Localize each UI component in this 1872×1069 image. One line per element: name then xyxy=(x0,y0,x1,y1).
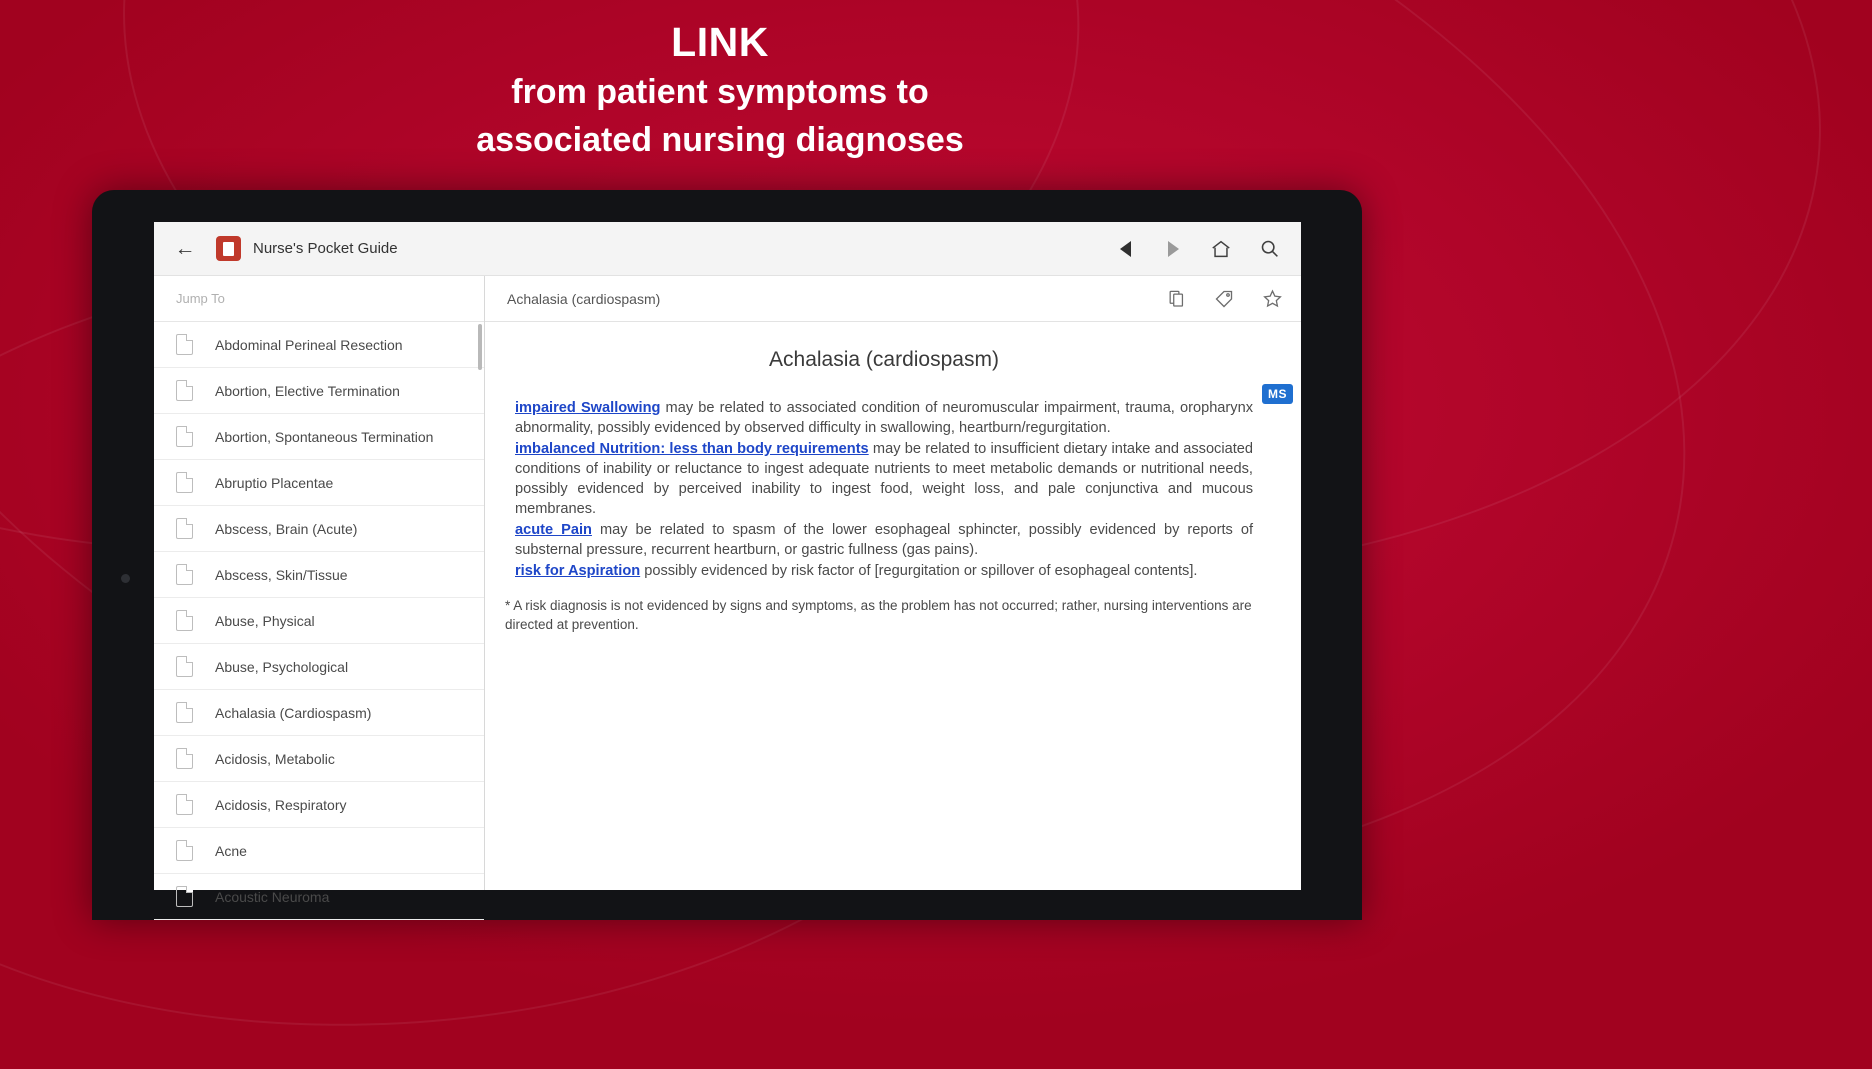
article xyxy=(485,322,1301,634)
content-header xyxy=(485,276,1301,322)
list-item-label: Acidosis, Metabolic xyxy=(215,750,335,767)
document-icon xyxy=(176,426,193,447)
diagnosis-text: may be related to insufficient dietary intake and associated conditions of inability or reluctance to ingest adequate nutrients to meet metabolic demands or nutritional needs, possibly evidenced by perceived inability to ingest food, weight loss, and pale conjunctiva and mucous membranes. xyxy=(515,441,1254,517)
list-item[interactable] xyxy=(154,368,484,414)
footnote: * A risk diagnosis is not evidenced by signs and symptoms, as the problem has not occurred; rather, nursing interventions are directed at prevention. xyxy=(505,598,1252,632)
list-item-achalasia[interactable] xyxy=(154,690,484,736)
promo-headline-line2: from patient symptoms to xyxy=(511,73,929,111)
promo-headline-line1: LINK xyxy=(671,19,769,65)
sidebar-scrollbar-thumb[interactable] xyxy=(478,324,482,370)
tag-icon[interactable] xyxy=(1213,288,1235,310)
document-icon xyxy=(176,610,193,631)
document-icon xyxy=(176,564,193,585)
document-icon xyxy=(176,840,193,861)
list-item-label: Abscess, Skin/Tissue xyxy=(215,566,348,583)
page-title: Achalasia (cardiospasm) xyxy=(769,348,999,371)
jump-to-input[interactable]: Jump To xyxy=(154,276,484,322)
list-item[interactable] xyxy=(154,414,484,460)
diagnosis-text: may be related to associated condition of neuromuscular impairment, trauma, oropharynx abnormality, possibly evidenced by observed difficulty in swallowing, heartburn/regurgitation. xyxy=(515,400,1253,436)
star-icon[interactable] xyxy=(1261,288,1283,310)
document-icon xyxy=(176,380,193,401)
list-item[interactable] xyxy=(154,828,484,874)
diagnosis-entry xyxy=(501,520,1267,560)
tablet-screen xyxy=(154,222,1301,905)
list-item[interactable] xyxy=(154,506,484,552)
status-badge[interactable]: MS xyxy=(1262,384,1293,404)
app-logo-icon xyxy=(216,236,241,261)
document-icon xyxy=(176,748,193,769)
list-item[interactable] xyxy=(154,598,484,644)
list-item[interactable] xyxy=(154,460,484,506)
diagnosis-text: possibly evidenced by risk factor of [regurgitation or spillover of esophageal contents]. xyxy=(640,563,1198,579)
list-item-label: Abortion, Elective Termination xyxy=(215,382,400,399)
diagnosis-link[interactable]: impaired Swallowing xyxy=(515,400,661,416)
list-item-label: Acne xyxy=(215,842,247,859)
list-item-label: Abscess, Brain (Acute) xyxy=(215,520,358,537)
list-item[interactable] xyxy=(154,782,484,828)
document-icon xyxy=(176,886,193,907)
list-item-label: Abdominal Perineal Resection xyxy=(215,336,403,353)
promo-headline xyxy=(0,16,1440,164)
diagnosis-link[interactable]: risk for Aspiration xyxy=(515,563,641,579)
list-item[interactable] xyxy=(154,322,484,368)
tablet-device xyxy=(92,190,1362,920)
previous-button[interactable] xyxy=(1113,237,1137,261)
promo-headline-line3: associated nursing diagnoses xyxy=(476,121,964,159)
list-item[interactable] xyxy=(154,736,484,782)
camera-icon xyxy=(121,574,130,583)
list-item-label: Abruptio Placentae xyxy=(215,474,334,491)
list-item[interactable] xyxy=(154,644,484,690)
search-icon[interactable] xyxy=(1257,237,1281,261)
content-pane xyxy=(485,276,1301,890)
list-item-label: Achalasia (Cardiospasm) xyxy=(215,704,372,721)
app-title: Nurse's Pocket Guide xyxy=(253,240,398,257)
content-actions xyxy=(1165,288,1283,310)
list-item-label: Abuse, Physical xyxy=(215,612,315,629)
next-button[interactable] xyxy=(1161,237,1185,261)
home-icon[interactable] xyxy=(1209,237,1233,261)
list-item-label: Acoustic Neuroma xyxy=(215,888,330,905)
list-item[interactable] xyxy=(154,874,484,920)
diagnosis-text: may be related to spasm of the lower esophageal sphincter, possibly evidenced by reports of substernal pressure, recurrent heartburn, or gastric fullness (gas pains). xyxy=(515,522,1254,558)
document-icon xyxy=(176,518,193,539)
document-icon xyxy=(176,794,193,815)
sidebar-scrollbar-track[interactable] xyxy=(478,322,482,890)
app-toolbar xyxy=(154,222,1301,276)
diagnosis-entry xyxy=(501,561,1267,581)
document-icon xyxy=(176,334,193,355)
diagnosis-link[interactable]: acute Pain xyxy=(515,522,592,538)
diagnosis-entry xyxy=(501,398,1267,438)
document-icon xyxy=(176,656,193,677)
toolbar-actions xyxy=(1113,237,1287,261)
sidebar xyxy=(154,276,485,905)
list-item-label: Acidosis, Respiratory xyxy=(215,796,347,813)
list-item[interactable] xyxy=(154,552,484,598)
document-icon xyxy=(176,702,193,723)
copy-icon[interactable] xyxy=(1165,288,1187,310)
breadcrumb: Achalasia (cardiospasm) xyxy=(507,290,661,307)
back-arrow-icon[interactable]: ← xyxy=(174,236,196,260)
list-item-label: Abuse, Psychological xyxy=(215,658,349,675)
document-icon xyxy=(176,472,193,493)
diagnosis-link[interactable]: imbalanced Nutrition: less than body requirements xyxy=(515,441,869,457)
index-list xyxy=(154,322,484,920)
list-item-label: Abortion, Spontaneous Termination xyxy=(215,428,434,445)
app-body xyxy=(154,276,1301,905)
diagnosis-entry xyxy=(501,439,1267,519)
